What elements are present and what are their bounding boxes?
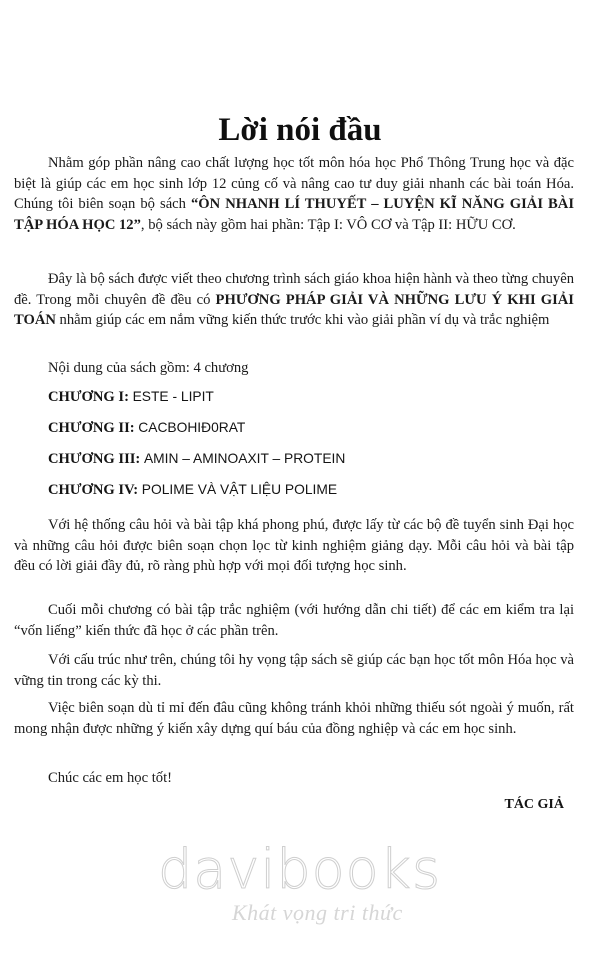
contents-intro: Nội dung của sách gồm: 4 chương [48,360,249,376]
book-series-title: “ÔN NHANH LÍ THUYẾT – LUYỆN KĨ NĂNG GIẢI BÀI TẬP HÓA HỌC 12” [14,196,574,233]
method-highlight: PHƯƠNG PHÁP GIẢI VÀ NHỮNG LƯU Ý KHI GIẢI TOÁN [14,291,574,329]
watermark-logo: davibooks [158,838,442,901]
apology-paragraph: Việc biên soạn dù tỉ mỉ đến đâu cũng không tránh khỏi những thiếu sót ngoài ý muốn, rất mong nhận được những ý kiến xây dựng quí báu của đồng nghiệp và các em học sinh. [14,700,574,737]
chapter-item [48,451,345,468]
question-system-paragraph: Với hệ thống câu hỏi và bài tập khá phong phú, được lấy từ các bộ đề tuyển sinh Đại học và những câu hỏi được biên soạn chọn lọc từ kinh nghiệm giảng dạy. Mỗi câu hỏi và bài tập đều có lời giải đầy đủ, rõ ràng phù hợp với mọi đối tượng học sinh. [14,517,574,575]
chapter-name: ESTE - LIPIT [132,389,214,404]
watermark-slogan: Khát vọng tri thức [232,900,403,925]
chapter-label: CHƯƠNG II: [48,420,135,436]
chapter-name: AMIN – AMINOAXIT – PROTEIN [143,451,346,466]
chapter-label: CHƯƠNG I: [48,389,129,405]
chapter-label: CHƯƠNG III: [48,451,141,467]
intro-text-end: , bộ sách này gồm hai phần: Tập I: VÔ CƠ và Tập II: HỮU CƠ. [140,216,516,233]
chapter-name: CACBOHIĐ0RAT [138,420,246,435]
description-text-end: nhằm giúp các em nắm vững kiến thức trước khi vào giải phần ví dụ và trắc nghiệm [55,312,550,329]
description-text-start: Đây là bộ sách được viết theo chương trình sách giáo khoa hiện hành và theo từng chuyên đề. Trong mỗi chuyên đề đều có [14,271,574,308]
description-paragraph [14,269,574,331]
page-title: Lời nói đầu [218,112,382,148]
intro-paragraph [14,153,574,235]
end-of-chapter-paragraph: Cuối mỗi chương có bài tập trắc nghiệm (với hướng dẫn chi tiết) để các em kiểm tra lại “vốn liếng” kiến thức đã học ở các phần trên. [14,602,574,639]
chapter-item [48,420,245,437]
structure-paragraph: Với cấu trúc như trên, chúng tôi hy vọng tập sách sẽ giúp các bạn học tốt môn Hóa học và vững tin trong các kỳ thi. [14,652,574,689]
chapter-item [48,389,214,406]
author-signature: TÁC GIẢ [504,797,564,812]
chapter-name: POLIME VÀ VẬT LIỆU POLIME [141,482,338,497]
chapter-label: CHƯƠNG IV: [48,482,139,498]
intro-text-start: Nhằm góp phần nâng cao chất lượng học tốt môn hóa học Phổ Thông Trung học và đặc biệt là giúp các em học sinh lớp 12 củng cố và nâng cao tư duy giải nhanh các bài toán Hóa. Chúng tôi biên soạn bộ sách [14,155,574,213]
closing-wish: Chúc các em học tốt! [48,770,172,786]
chapter-item [48,482,337,499]
